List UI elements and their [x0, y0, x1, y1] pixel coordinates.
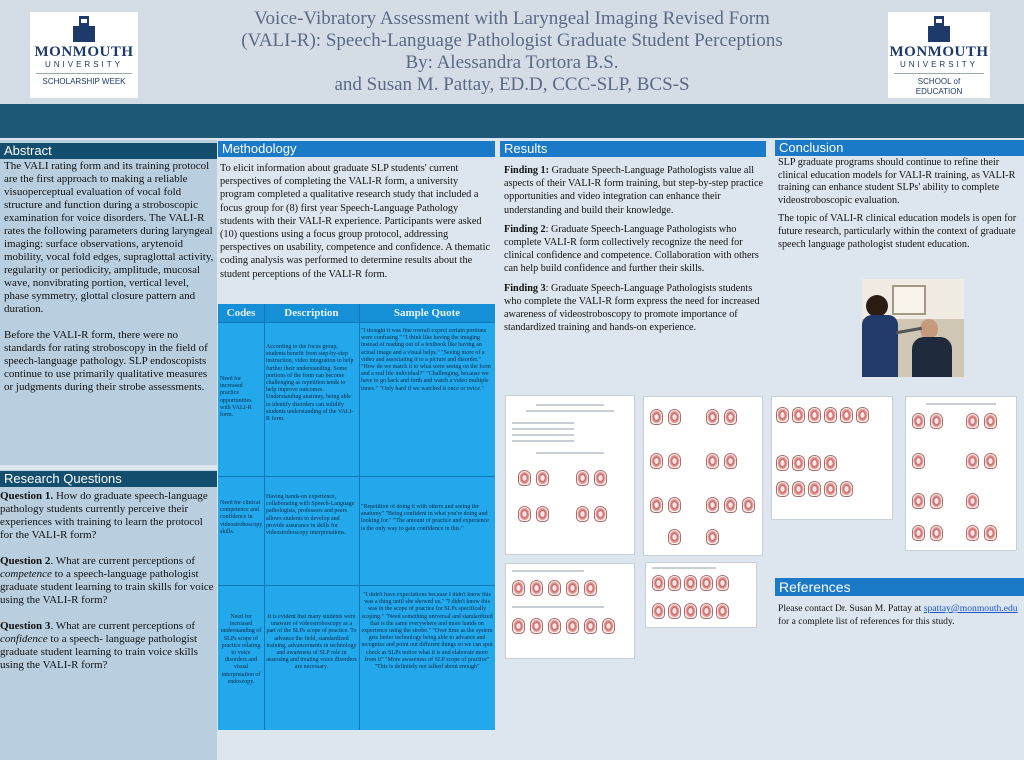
larynx-image: [724, 453, 737, 469]
larynx-image: [684, 603, 697, 619]
larynx-image: [824, 481, 837, 497]
text-line: [536, 452, 604, 454]
research-questions-body: [0, 490, 214, 672]
larynx-image: [594, 470, 607, 486]
question-2-label: Question 2: [0, 555, 51, 567]
larynx-image: [706, 529, 719, 545]
research-questions-heading: Research Questions: [0, 471, 217, 487]
patient-head: [920, 319, 938, 339]
larynx-image: [668, 529, 681, 545]
poster-title: [150, 8, 874, 96]
larynx-image: [518, 506, 531, 522]
larynx-image: [930, 493, 943, 509]
logo-subtitle-line2: EDUCATION: [915, 87, 963, 96]
monmouth-scholarship-logo: [30, 12, 138, 98]
larynx-image: [792, 407, 805, 423]
larynx-image: [700, 575, 713, 591]
tower-icon: [926, 16, 952, 42]
larynx-image: [584, 618, 597, 634]
text-line: [512, 434, 574, 436]
methodology-body: To elicit information about graduate SLP students' current perspectives of completing the VALI-R form, a university program completed a qualitative research study that included a focus group for (8) first year Speech-Language Pathology students with their VALI-R experience. Participants were asked (10) questions using a focus group protocol, addressing perspectives on usability, competence and confidence. A thematic coding analysis was performed to determine results about the student perceptions of the VALI-R form.: [220, 163, 491, 280]
larynx-image: [650, 497, 663, 513]
larynx-image: [576, 470, 589, 486]
larynx-image: [912, 453, 925, 469]
larynx-image: [824, 407, 837, 423]
larynx-image: [512, 580, 525, 596]
larynx-image: [650, 409, 663, 425]
finding-2-text: : Graduate Speech-Language Pathologists who complete VALI-R form collectively recognize the need for clinical confidence and competence. Collaboration with others can help build confidence and further their skills.: [504, 223, 759, 275]
logo-university: UNIVERSITY: [44, 60, 123, 69]
poster-header: [0, 0, 1024, 104]
text-line: [512, 570, 584, 572]
table-divider: [218, 585, 495, 586]
larynx-image: [518, 470, 531, 486]
larynx-image: [984, 413, 997, 429]
table-divider: [359, 304, 360, 730]
conclusion-paragraph-1: SLP graduate programs should continue to refine their clinical education models for VALI-R training, as VALI-R training can enhance student SLPs' ability to complete videostroboscopic evaluation.: [778, 157, 1016, 206]
table-cell-code: Need for increased understanding of SLPs scope of practice relating to voice disorders and visual interpretation of endoscopy.: [220, 614, 262, 685]
table-cell-quote: "Repetition of doing it with others and seeing the anatomy" "Being confident in what you're doing and looking for." "The amount of practice and experience is the only way to gain confidence in this.": [361, 504, 489, 532]
larynx-image: [668, 409, 681, 425]
table-cell-code: Need for clinical competence and confidence in videostroboscopy skills.: [220, 500, 262, 535]
question-3-label: Question 3: [0, 620, 51, 632]
table-cell-quote: "I thought it was fine overall expect certain portions were confusing." "I think like having the imaging instead of reading out of a textbook like having an actual image and a visual helps." "Seeing more of a video and associating it to a picture and disorder." "How do we match it to what were seeing on the form and a real life individual?" "Challenging, because we have to go back and forth and watch a video multiple times." "Only hard if we watched it once or twice.": [361, 328, 491, 392]
vali-r-form-thumbnail: [505, 563, 635, 659]
patient-body: [912, 337, 952, 377]
table-cell-description: Having hands-on experience, collaborating with Speech-Language pathologists, professors and peers allows students to develop and provide assurance in skills for videostroboscopy interpretations.: [266, 494, 355, 537]
larynx-image: [912, 493, 925, 509]
larynx-image: [536, 470, 549, 486]
question-1-text: How do graduate speech-language pathology students currently perceive their experiences with training to learn the protocol for the VALI-R form?: [0, 490, 208, 541]
question-3: [0, 620, 214, 672]
title-line-2: (VALI-R): Speech-Language Pathologist Graduate Student Perceptions: [241, 30, 783, 51]
finding-3: [504, 282, 766, 335]
larynx-image: [792, 481, 805, 497]
references-text-post: for a complete list of references for this study.: [778, 616, 955, 627]
abstract-paragraph-1: The VALI rating form and its training protocol are the first approach to making a reliable visuoperceptual evaluation of vocal fold structure and function during a stroboscopic examination for voice disorders. The VALI-R rates the following parameters during laryngeal imaging: surface observations, arytenoid mobility, vocal fold edges, supraglottal activity, regularity or periodicity, amplitude, mucosal wave, nonvibrating portion, vertical level, phase symmetry, glottal closure pattern and duration.: [4, 160, 214, 315]
finding-3-text: : Graduate Speech-Language Pathologists students who complete the VALI-R form express the need for increased awareness of videostroboscopy to promote importance of standardized training and hands-on experience.: [504, 282, 760, 334]
photo-poster: [892, 285, 926, 315]
methodology-heading: Methodology: [218, 141, 495, 157]
larynx-image: [984, 453, 997, 469]
results-heading: Results: [500, 141, 766, 157]
larynx-image: [776, 455, 789, 471]
vali-r-form-thumbnail: [505, 395, 635, 555]
logo-brand: MONMOUTH: [889, 44, 989, 60]
text-line: [512, 422, 574, 424]
logo-university: UNIVERSITY: [899, 60, 978, 69]
question-2-pre: . What are current perceptions of: [50, 555, 196, 567]
question-2-emphasis: competence: [0, 568, 52, 580]
finding-2-label: Finding 2: [504, 223, 546, 235]
larynx-image: [912, 525, 925, 541]
larynx-image: [776, 481, 789, 497]
table-cell-description: It is evident that many students were unaware of videostroboscopy as a part of the SLPs scope of practice. To advance the field, standardized training, advancements in technology and awareness of SLP role in assessing and treating voice disorders are necessary.: [266, 614, 357, 671]
title-line-1: Voice-Vibratory Assessment with Laryngeal Imaging Revised Form: [254, 8, 770, 29]
larynx-image: [530, 618, 543, 634]
larynx-image: [792, 455, 805, 471]
title-line-4: and Susan M. Pattay, ED.D, CCC-SLP, BCS-S: [334, 74, 690, 95]
abstract-body: [4, 160, 214, 394]
larynx-image: [706, 409, 719, 425]
conclusion-body: [778, 157, 1018, 251]
abstract-paragraph-2: Before the VALI-R form, there were no standards for rating stroboscopy in the field of speech-language pathology. SLP endoscopists continue to use primarily qualitative measures or judgments during their strobe assessments.: [4, 329, 208, 393]
larynx-image: [706, 497, 719, 513]
larynx-image: [536, 506, 549, 522]
larynx-image: [724, 409, 737, 425]
larynx-image: [724, 497, 737, 513]
endoscopy-photo: [862, 279, 964, 377]
larynx-image: [530, 580, 543, 596]
table-divider: [264, 304, 265, 730]
larynx-image: [930, 525, 943, 541]
logo-brand: MONMOUTH: [34, 44, 134, 60]
finding-1-text: Graduate Speech-Language Pathologists value all aspects of their VALI-R form training, but step-by-step practice opportunities and video integration can enhance their understanding and build their knowledge.: [504, 165, 764, 216]
larynx-image: [840, 407, 853, 423]
text-line: [526, 410, 614, 412]
header-band: [0, 104, 1024, 138]
larynx-image: [700, 603, 713, 619]
references-text-pre: Please contact Dr. Susan M. Pattay at: [778, 603, 924, 614]
question-3-post: to a speech- language pathologist graduate student learning to train voice skills using the VALI-R form?: [0, 633, 198, 671]
larynx-image: [706, 453, 719, 469]
table-header-sample-quote: Sample Quote: [359, 304, 495, 322]
larynx-image: [808, 481, 821, 497]
references-heading: References: [775, 578, 1024, 596]
text-line: [652, 567, 716, 569]
vali-r-form-thumbnail: [643, 396, 763, 556]
larynx-image: [966, 493, 979, 509]
larynx-image: [716, 575, 729, 591]
larynx-image: [566, 580, 579, 596]
larynx-image: [566, 618, 579, 634]
larynx-image: [984, 525, 997, 541]
table-header-description: Description: [264, 304, 359, 322]
larynx-image: [548, 580, 561, 596]
question-3-emphasis: confidence: [0, 633, 48, 645]
text-line: [536, 404, 604, 406]
clinician-body: [862, 315, 898, 377]
table-cell-code: Need for increased practice opportunities with VALI-R form.: [220, 376, 252, 419]
larynx-image: [966, 413, 979, 429]
conclusion-paragraph-2: The topic of VALI-R clinical education models is open for future research, particularly within the context of graduate speech language pathologist student education.: [778, 213, 1017, 250]
larynx-image: [584, 580, 597, 596]
title-line-3: By: Alessandra Tortora B.S.: [405, 52, 619, 73]
larynx-image: [602, 618, 615, 634]
table-divider: [218, 476, 495, 477]
larynx-image: [594, 506, 607, 522]
clinician-head: [866, 295, 888, 317]
larynx-image: [512, 618, 525, 634]
logo-subtitle: [894, 73, 984, 97]
table-cell-quote: "I didn't have expectations because I didn't know this was a thing until she showed us." "I didn't know this was in the scope of practice for SLPs specifically scoping." "Need something universal and standardized that is the same everywhere and more hands on experience using the strobe." "Over time as the system gets better technology being able to advance and recognize and point out different things so we can spot check as SLPs notice what it is and elaborate more from it" "More awareness of SLP scope of practice" "This is definitely not talked about enough": [361, 592, 493, 671]
text-line: [512, 428, 574, 430]
vali-r-form-thumbnail: [905, 396, 1017, 551]
abstract-heading: Abstract: [0, 143, 217, 159]
question-2: [0, 555, 214, 607]
references-body: [778, 602, 1022, 628]
codes-table: [218, 304, 495, 730]
larynx-image: [548, 618, 561, 634]
vali-r-form-thumbnail: [645, 562, 757, 628]
finding-3-label: Finding 3: [504, 282, 546, 294]
text-line: [926, 403, 996, 405]
logo-subtitle: SCHOLARSHIP WEEK: [36, 73, 132, 87]
tower-icon: [71, 16, 97, 42]
monmouth-education-logo: [888, 12, 990, 98]
finding-1: [504, 164, 766, 217]
larynx-image: [930, 413, 943, 429]
larynx-image: [966, 453, 979, 469]
results-body: [504, 164, 766, 334]
question-2-post: to a speech-language pathologist graduate student learning to train skills for voice using the VALI-R form?: [0, 568, 214, 606]
finding-2: [504, 223, 766, 276]
larynx-image: [684, 575, 697, 591]
larynx-image: [966, 525, 979, 541]
larynx-image: [652, 603, 665, 619]
larynx-image: [856, 407, 869, 423]
larynx-image: [840, 481, 853, 497]
table-header-codes: Codes: [218, 304, 264, 322]
contact-email-link[interactable]: spattay@monmouth.edu: [923, 603, 1018, 614]
finding-1-label: Finding 1:: [504, 165, 550, 176]
larynx-image: [650, 453, 663, 469]
conclusion-heading: Conclusion: [775, 140, 1024, 156]
larynx-image: [912, 413, 925, 429]
larynx-image: [716, 603, 729, 619]
question-1-label: Question 1.: [0, 490, 54, 502]
larynx-image: [808, 407, 821, 423]
larynx-image: [808, 455, 821, 471]
question-1: [0, 490, 214, 542]
question-3-pre: . What are current perceptions of: [50, 620, 196, 632]
larynx-image: [668, 603, 681, 619]
text-line: [512, 440, 574, 442]
table-divider: [218, 322, 495, 323]
larynx-image: [668, 453, 681, 469]
larynx-image: [668, 575, 681, 591]
larynx-image: [824, 455, 837, 471]
vali-r-form-thumbnail: [771, 396, 893, 520]
logo-subtitle-line1: SCHOOL of: [917, 77, 961, 86]
text-line: [512, 606, 604, 608]
larynx-image: [668, 497, 681, 513]
larynx-image: [776, 407, 789, 423]
larynx-image: [652, 575, 665, 591]
larynx-image: [742, 497, 755, 513]
larynx-image: [576, 506, 589, 522]
table-cell-description: According to the focus group, students benefit from step-by-step instruction, video integration to help further their understanding. Some portions of the form can become challenging as repetition tends to help improve outcomes. Understanding anatomy, being able to identify disorders can solidify students understanding of the VALI-R form.: [266, 344, 354, 423]
